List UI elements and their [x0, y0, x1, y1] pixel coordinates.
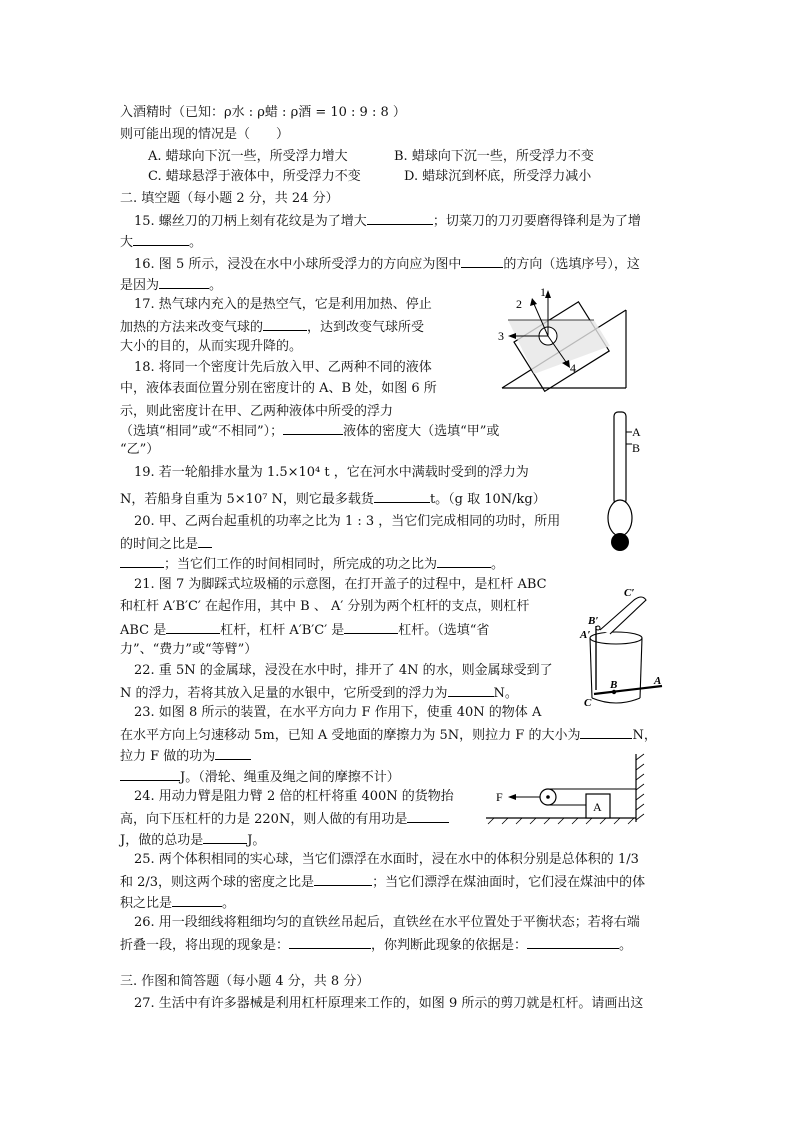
q24-text-3: J，做的总功是	[120, 833, 204, 848]
question-17: 17. 热气球内充入的是热空气，它是利用加热、停止	[134, 297, 432, 312]
q26-text-2: 折叠一段，将出现的现象是：	[120, 938, 290, 953]
figure-5	[490, 284, 640, 394]
question-18-line4	[120, 421, 499, 441]
answer-blank[interactable]	[159, 275, 209, 289]
question-21: 21. 图 7 为脚踩式垃圾桶的示意图，在打开盖子的过程中，是杠杆 ABC	[134, 577, 547, 592]
q25-text-4: 积之比是	[120, 896, 173, 911]
question-18-line5: “乙”）	[120, 442, 160, 457]
q23-text-3: N，	[632, 728, 657, 743]
q20-text-4: 。	[491, 557, 505, 572]
question-18-line2: 中，液体表面位置分别在密度计的 A、B 处，如图 6 所	[120, 381, 437, 396]
section-3-heading: 三. 作图和简答题（每小题 4 分，共 8 分）	[120, 974, 370, 989]
q15-text-4: 。	[189, 235, 203, 250]
label-block-a: A	[593, 800, 602, 814]
question-17-end: 大小的目的，从而实现升降的。	[120, 339, 303, 354]
answer-blank[interactable]	[289, 935, 371, 949]
answer-blank[interactable]	[120, 554, 164, 568]
question-16-cont	[120, 275, 222, 295]
q18-text-4: （选填“相同”或“不相同”）；	[120, 424, 284, 439]
question-25: 25. 两个体积相同的实心球，当它们漂浮在水面时，浸在水中的体积分别是总体积的 1/3	[134, 852, 639, 867]
q23-text-4: 拉力 F 做的功为	[120, 749, 216, 764]
answer-blank[interactable]	[172, 893, 222, 907]
q26-text-3: ，你判断此现象的依据是：	[371, 938, 528, 953]
label-c1: C′	[624, 587, 635, 599]
answer-blank[interactable]	[344, 620, 398, 634]
can-top	[590, 632, 642, 644]
can-left	[590, 638, 592, 698]
q18-text-3: 示，则此密度计在甲、乙两种液体中所受的浮力	[120, 404, 394, 419]
label-1: 1	[540, 285, 546, 299]
answer-blank[interactable]	[166, 620, 220, 634]
question-17-cont	[120, 317, 424, 337]
q16-text-3: 是因为	[120, 278, 160, 293]
option-d: D. 蜡球沉到杯底，所受浮力减小	[404, 169, 592, 184]
q15-text-1: 15. 螺丝刀的刀柄上刻有花纹是为了增大	[134, 214, 367, 229]
question-21-line3	[120, 620, 489, 640]
q24-text-4: J。	[247, 833, 266, 848]
q15-text-3: 大	[120, 235, 134, 250]
hydrometer-stem	[614, 412, 626, 504]
q25-text-5: 。	[222, 896, 236, 911]
q25-text-3: ；当它们漂浮在煤油面时，它们浸在煤油中的体	[372, 875, 646, 890]
question-26-cont	[120, 935, 632, 955]
q21-text-3: ABC 是	[120, 623, 167, 638]
q20-text-2: 的时间之比是	[120, 537, 199, 552]
answer-blank[interactable]	[374, 489, 430, 503]
arrow-3-head	[508, 333, 516, 339]
q24-text-2: 高，向下压杠杆的力是 220N，则人做的有用功是	[120, 812, 408, 827]
question-23-line4	[120, 767, 400, 787]
q17-text-3: ，达到改变气球所受	[307, 320, 425, 335]
question-19: 19. 若一轮船排水量为 1.5×10⁴ t ，它在河水中满载时受到的浮力为	[134, 465, 529, 480]
option-c: C. 蜡球悬浮于液体中，所受浮力不变	[148, 169, 361, 184]
label-b1: B′	[588, 615, 599, 627]
q23-text-2: 在水平方向上匀速移动 5m，已知 A 受地面的摩擦力为 5N，则拉力 F 的大小为	[120, 728, 581, 743]
answer-blank[interactable]	[448, 683, 494, 697]
question-18: 18. 将同一个密度计先后放入甲、乙两种不同的液体	[134, 360, 432, 375]
question-23: 23. 如图 8 所示的装置，在水平方向力 F 作用下，使重 40N 的物体 A	[134, 705, 542, 720]
answer-blank[interactable]	[203, 830, 247, 844]
hydrometer-weight	[611, 533, 629, 551]
q26-text-4: 。	[619, 938, 633, 953]
label-a1: A′	[580, 629, 591, 641]
question-20-line3	[120, 554, 504, 574]
pedal-lever	[594, 686, 662, 694]
section-2-heading: 二. 填空题（每小题 2 分，共 24 分）	[120, 191, 339, 206]
hydrometer-bulb	[608, 500, 632, 536]
q21-text-5: 杠杆。（选填“省	[398, 623, 490, 638]
question-27: 27. 生活中有许多器械是利用杠杆原理来工作的，如图 9 所示的剪刀就是杠杆。请画出这	[134, 996, 644, 1011]
q19-text-2: N，若船身自重为 5×10⁷ N，则它最多载货	[120, 492, 374, 507]
question-21-line4: 力”、“费力”或“等臂”）	[120, 642, 258, 657]
figure-8	[484, 752, 654, 826]
question-23-line2	[120, 725, 657, 745]
pulley-axle	[546, 795, 550, 799]
answer-blank[interactable]	[120, 767, 180, 781]
answer-blank[interactable]	[437, 554, 491, 568]
answer-blank[interactable]	[407, 809, 449, 823]
question-19-cont	[120, 489, 546, 509]
label-a: A	[654, 675, 662, 687]
label-b: B	[610, 679, 618, 691]
question-23-line3	[120, 746, 251, 766]
label-b: B	[632, 441, 641, 455]
question-20: 20. 甲、乙两台起重机的功率之比为 1 : 3 ，当它们完成相同的功时，所用	[134, 514, 561, 529]
label-c: C	[584, 697, 592, 708]
answer-blank[interactable]	[527, 935, 619, 949]
answer-blank[interactable]	[133, 232, 189, 246]
question-22: 22. 重 5N 的金属球，浸没在水中时，排开了 4N 的水，则金属球受到了	[134, 663, 553, 678]
q25-text-2: 和 2/3，则这两个球的密度之比是	[120, 875, 315, 890]
q20-text-3: ；当它们工作的时间相同时，所完成的功之比为	[164, 557, 438, 572]
arrow-2-head	[530, 298, 537, 306]
question-15-cont	[120, 232, 202, 252]
answer-blank[interactable]	[314, 872, 372, 886]
q22-text-3: N。	[493, 686, 518, 701]
label-a: A	[632, 425, 641, 439]
question-24-line3	[120, 830, 265, 850]
answer-blank[interactable]	[283, 421, 343, 435]
question-20-line2	[120, 534, 212, 554]
label-f: F	[496, 790, 503, 804]
q16-text-2: 的方向（选填序号），这	[503, 257, 640, 272]
label-2: 2	[516, 297, 522, 311]
question-24-line2	[120, 809, 449, 829]
q23-text-5: J。（滑轮、绳重及绳之间的摩擦不计）	[180, 770, 400, 785]
q21-text-4: 杠杆，杠杆 A′B′C′ 是	[220, 623, 345, 638]
answer-blank[interactable]	[198, 534, 212, 548]
q18-text-5: 液体的密度大（选填“甲”或	[343, 424, 500, 439]
question-16	[134, 254, 640, 274]
question-prompt: 则可能出现的情况是（ ）	[120, 127, 290, 142]
question-25-line3	[120, 893, 235, 913]
figure-7	[578, 586, 688, 708]
label-3: 3	[498, 329, 504, 343]
intro-line: 入酒精时（已知：ρ水 : ρ蜡 : ρ酒 = 10 : 9 : 8 ）	[120, 105, 406, 120]
q16-text-4: 。	[209, 278, 223, 293]
force-arrow-head	[508, 794, 516, 800]
question-22-cont	[120, 683, 518, 703]
water-fill	[508, 320, 610, 374]
option-a: A. 蜡球向下沉一些，所受浮力增大	[148, 149, 348, 164]
q15-text-2: ；切菜刀的刀刃要磨得锋利是为了增	[432, 214, 641, 229]
question-15	[134, 211, 641, 231]
q16-text-1: 16. 图 5 所示，浸没在水中小球所受浮力的方向应为图中	[134, 257, 462, 272]
label-4: 4	[570, 361, 576, 375]
option-b: B. 蜡球向下沉一些，所受浮力不变	[394, 149, 594, 164]
wall-hatch	[636, 754, 644, 820]
q19-text-3: t。（g 取 10N/kg）	[429, 492, 546, 507]
answer-blank[interactable]	[215, 746, 251, 760]
answer-blank[interactable]	[367, 211, 433, 225]
figure-6	[596, 410, 656, 555]
q17-text-2: 加热的方法来改变气球的	[120, 320, 264, 335]
q22-text-2: N 的浮力，若将其放入足量的水银中，它所受到的浮力为	[120, 686, 448, 701]
can-bottom	[592, 698, 640, 703]
question-25-line2	[120, 872, 645, 892]
floor-hatch	[488, 818, 634, 824]
can-lid	[600, 597, 646, 634]
question-24: 24. 用动力臂是阻力臂 2 倍的杠杆将重 400N 的货物抬	[134, 789, 454, 804]
question-21-line2: 和杠杆 A′B′C′ 在起作用，其中 B 、 A′ 分别为两个杠杆的支点，则杠杆	[120, 599, 530, 614]
answer-blank[interactable]	[461, 254, 503, 268]
question-26: 26. 用一段细线将粗细均匀的直铁丝吊起后，直铁丝在水平位置处于平衡状态；若将右端	[134, 915, 640, 930]
answer-blank[interactable]	[263, 317, 307, 331]
question-18-line3	[120, 401, 393, 421]
answer-blank[interactable]	[580, 725, 632, 739]
